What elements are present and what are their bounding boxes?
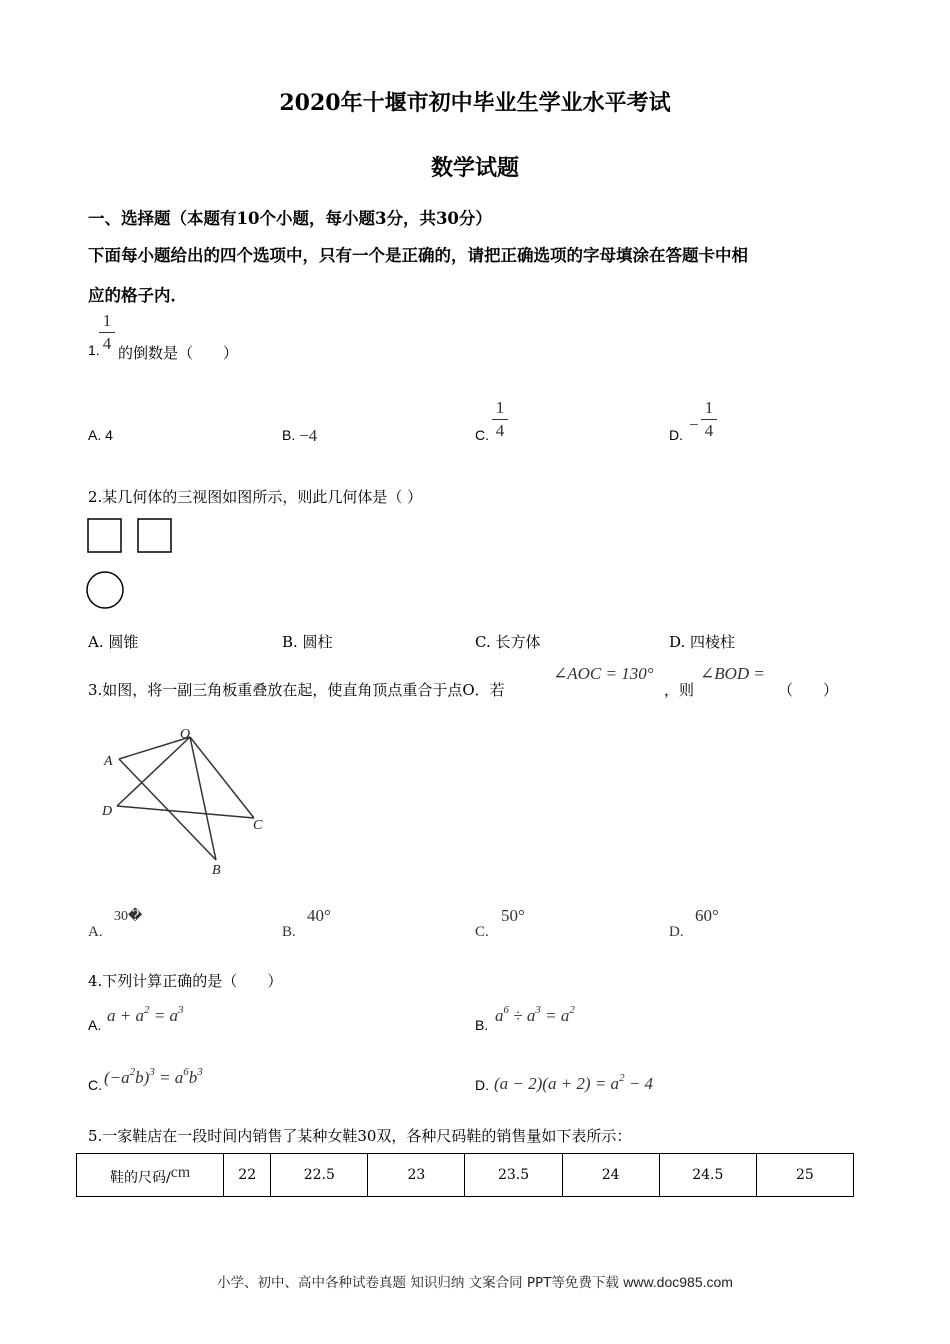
segment-ob: [190, 737, 216, 860]
segment-oc: [190, 737, 254, 818]
q2-option-b[interactable]: B. 圆柱: [282, 633, 333, 651]
q4-option-b-label[interactable]: B.: [475, 1017, 489, 1033]
q3-option-c-value: 50°: [501, 906, 525, 925]
segment-ab: [119, 759, 216, 860]
q2-option-c[interactable]: C. 长方体: [475, 633, 541, 651]
q4-option-b-formula: $a^6 \div a^3 = a^2$: [495, 1004, 575, 1025]
label-o: O: [180, 727, 191, 742]
q1-text: 的倒数是（ ）: [118, 344, 239, 362]
instruction-line-2: 应的格子内．: [88, 286, 187, 305]
three-view-figure: [84, 515, 179, 613]
table-cell: 22.5: [271, 1154, 368, 1197]
q3-option-c-label[interactable]: C.: [475, 924, 489, 940]
label-c: C: [253, 818, 263, 833]
q4-text: 4.下列计算正确的是（ ）: [88, 972, 283, 990]
unit-cm: cm: [170, 1163, 191, 1181]
page-subtitle: 数学试题: [430, 155, 519, 181]
q2-option-d[interactable]: D. 四棱柱: [669, 633, 736, 651]
q4-option-d-formula: $(a - 2)(a + 2) = a^2 - 4$: [494, 1072, 654, 1093]
q4-option-d-label[interactable]: D.: [475, 1077, 489, 1093]
footer-url[interactable]: www.doc985.com: [623, 1274, 733, 1290]
q1-option-d-label[interactable]: D.: [669, 427, 683, 443]
q3-option-d-label[interactable]: D.: [669, 924, 684, 940]
top-view-circle: [87, 572, 123, 608]
label-a: A: [104, 754, 113, 769]
table-header-cell: 鞋的尺码/cm: [77, 1154, 224, 1197]
table-cell: 24: [562, 1154, 659, 1197]
q1-option-c-label[interactable]: C.: [475, 427, 489, 443]
q1-option-d-sign: −: [689, 415, 699, 434]
q4-option-a-formula: $a + a^2 = a^3$: [107, 1004, 184, 1025]
side-view-square: [138, 519, 171, 552]
page-title: 2020年十堰市初中毕业生学业水平考试: [279, 90, 671, 116]
table-cell: 23: [368, 1154, 465, 1197]
q1-option-a[interactable]: A. 4: [88, 427, 113, 443]
q3-text-b: ，则: [664, 681, 695, 699]
footer-text: 小学、初中、高中各种试卷真题 知识归纳 文案合同 PPT等免费下载: [217, 1275, 619, 1291]
section-heading: 一、选择题（本题有10个小题，每小题3分，共30分）: [88, 209, 492, 228]
q1-option-b-label[interactable]: B.: [282, 427, 296, 443]
q1-option-d-fraction: 1 4: [701, 399, 717, 440]
q1-fraction: 1 4: [99, 312, 115, 353]
q3-paren: （ ）: [778, 681, 839, 699]
q3-text-a: 3.如图，将一副三角板重叠放在起，使直角顶点重合于点O．若: [88, 681, 505, 699]
page-footer: [0, 1271, 950, 1291]
q1-option-b-value: −4: [299, 426, 318, 445]
q3-angle-aoc: ∠AOC = 130°: [553, 664, 654, 683]
q3-option-d-value: 60°: [695, 906, 719, 925]
table-cell: 23.5: [465, 1154, 562, 1197]
label-b: B: [212, 863, 221, 878]
front-view-square: [88, 519, 121, 552]
q1-option-c-fraction: 1 4: [492, 399, 508, 440]
table-cell: 25: [756, 1154, 853, 1197]
q3-option-a-value: 30�: [114, 909, 143, 924]
q2-option-a[interactable]: A. 圆锥: [88, 633, 139, 651]
label-d: D: [102, 804, 113, 819]
q3-angle-bod: ∠BOD =: [700, 664, 765, 683]
q2-text: 2.某几何体的三视图如图所示，则此几何体是（ ）: [88, 488, 423, 506]
table-row: [77, 1154, 854, 1197]
q1-number: 1.: [88, 342, 100, 358]
q3-option-b-value: 40°: [307, 906, 331, 925]
instruction-line-1: 下面每小题给出的四个选项中，只有一个是正确的，请把正确选项的字母填涂在答题卡中相: [88, 246, 748, 265]
q5-text: 5.一家鞋店在一段时间内销售了某种女鞋30双，各种尺码鞋的销售量如下表所示：: [88, 1127, 632, 1145]
q3-option-b-label[interactable]: B.: [282, 924, 296, 940]
q3-option-a-label[interactable]: A.: [88, 924, 103, 940]
table-cell: 22: [224, 1154, 271, 1197]
q4-option-a-label[interactable]: A.: [88, 1017, 102, 1033]
q4-option-c-label[interactable]: C.: [88, 1077, 102, 1093]
table-cell: 24.5: [659, 1154, 756, 1197]
q4-option-c-formula: $(-a^2b)^3 = a^6b^3$: [104, 1066, 203, 1087]
triangle-figure: [95, 722, 275, 880]
segment-dc: [117, 806, 254, 818]
shoe-size-table: [76, 1153, 854, 1197]
